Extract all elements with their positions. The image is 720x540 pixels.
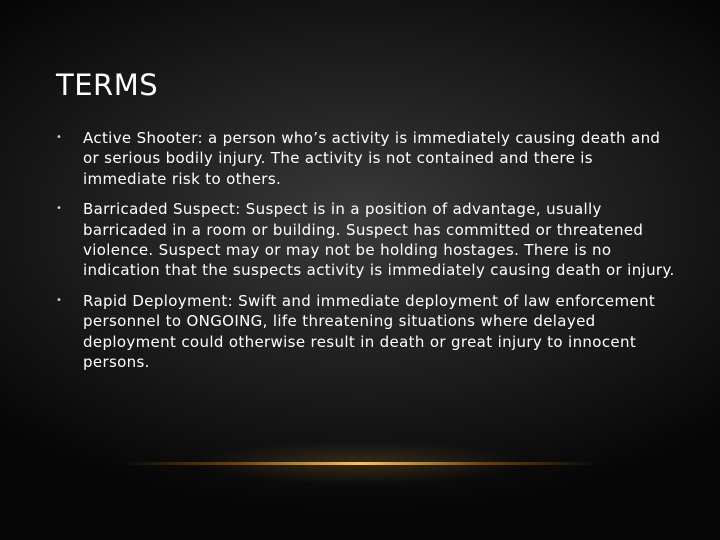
decorative-glow-line xyxy=(120,462,600,465)
bullet-item-active-shooter xyxy=(56,128,676,189)
bullet-list xyxy=(56,128,676,383)
bullet-text: Active Shooter: a person who’s activity is immediately causing death and or serious bodily injury. The activity is not contained and there is immediate risk to others. xyxy=(83,129,661,188)
slide-title: TERMS xyxy=(56,68,159,102)
bullet-item-rapid-deployment xyxy=(56,291,676,372)
bullet-text: Barricaded Suspect: Suspect is in a position of advantage, usually barricaded in a room or building. Suspect has committed or threatened violence. Suspect may or may not be holding hostages. There is no indication that the suspects activity is immediately causing death or injury. xyxy=(83,200,675,280)
bullet-item-barricaded-suspect xyxy=(56,199,676,280)
bullet-text: Rapid Deployment: Swift and immediate deployment of law enforcement personnel to ONGOING, life threatening situations where delayed deployment could otherwise result in death or great injury to innocent persons. xyxy=(83,292,656,371)
bullet-marker: • xyxy=(56,295,63,307)
bullet-marker: • xyxy=(56,203,63,215)
bullet-marker: • xyxy=(56,132,63,143)
